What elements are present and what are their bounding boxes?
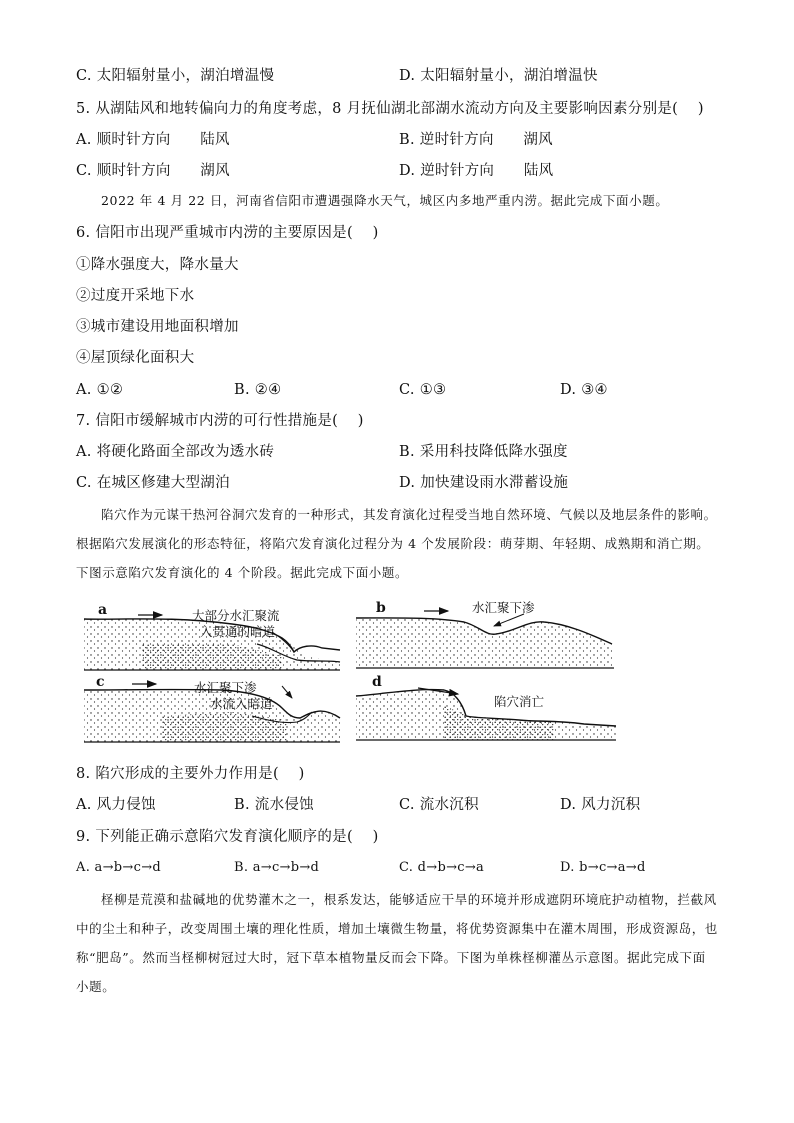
panel-a-label-1: 大部分水汇聚流 <box>192 608 280 623</box>
q4-option-d: D. 太阳辐射量小，湖泊增温快 <box>399 68 598 84</box>
panel-c-label-1: 水汇聚下渗 <box>194 680 257 695</box>
q7-option-a: A. 将硬化路面全部改为透水砖 <box>76 444 275 460</box>
panel-d-letter: d <box>372 674 382 690</box>
panel-b-letter: b <box>376 600 386 616</box>
q9-stem: 9. 下列能正确示意陷穴发育演化顺序的是( ) <box>76 829 379 845</box>
q6-option-d: D. ③④ <box>560 382 608 398</box>
q9-option-c: C. d→b→c→a <box>399 860 485 875</box>
q8-option-b: B. 流水侵蚀 <box>234 797 314 813</box>
q6-item-1: ①降水强度大，降水量大 <box>76 257 239 273</box>
q5-stem: 5. 从湖陆风和地转偏向力的角度考虑，8 月抚仙湖北部湖水流动方向及主要影响因素分别是( ) <box>76 101 704 117</box>
q9-option-d: D. b→c→a→d <box>560 860 646 875</box>
sinkhole-panel-d <box>354 676 618 746</box>
q6-item-2: ②过度开采地下水 <box>76 288 195 304</box>
q4-option-c: C. 太阳辐射量小，湖泊增温慢 <box>76 68 275 84</box>
sinkhole-panel-c <box>82 676 344 748</box>
q8-option-c: C. 流水沉积 <box>399 797 479 813</box>
q7-option-c: C. 在城区修建大型湖泊 <box>76 475 230 491</box>
q6-option-a: A. ①② <box>76 382 124 398</box>
q6-item-3: ③城市建设用地面积增加 <box>76 319 239 335</box>
q5-option-d: D. 逆时针方向 陆风 <box>399 163 554 179</box>
q7-stem: 7. 信阳市缓解城市内涝的可行性措施是( ) <box>76 413 364 429</box>
q6-option-c: C. ①③ <box>399 382 447 398</box>
intro-sinkhole: 陷穴作为元谋干热河谷洞穴发育的一种形式，其发育演化过程受当地自然环境、气候以及地层条件的影响。根据陷穴发展演化的形态特征，将陷穴发育演化过程分为 4 个发展阶段：萌芽期、年轻期、成熟期和消亡期。下图示意陷穴发育演化的 4 个阶段。据此完成下面小题。 <box>76 507 717 580</box>
q8-stem: 8. 陷穴形成的主要外力作用是( ) <box>76 766 305 782</box>
panel-b-label-1: 水汇聚下渗 <box>472 600 535 615</box>
q7-option-b: B. 采用科技降低降水强度 <box>399 444 568 460</box>
q8-option-a: A. 风力侵蚀 <box>76 797 156 813</box>
panel-c-letter: c <box>96 674 105 690</box>
q6-item-4: ④屋顶绿化面积大 <box>76 350 195 366</box>
q6-stem: 6. 信阳市出现严重城市内涝的主要原因是( ) <box>76 225 379 241</box>
q5-option-c: C. 顺时针方向 湖风 <box>76 163 230 179</box>
sinkhole-panel-b <box>354 600 618 674</box>
panel-a-letter: a <box>98 602 108 618</box>
q8-option-d: D. 风力沉积 <box>560 797 641 813</box>
q9-option-b: B. a→c→b→d <box>234 860 320 875</box>
sinkhole-panel-a <box>82 604 344 674</box>
panel-d-label-1: 陷穴消亡 <box>494 694 545 709</box>
intro-tamarisk: 柽柳是荒漠和盐碱地的优势灌木之一，根系发达，能够适应干旱的环境并形成遮阴环境庇护动植物，拦截风中的尘土和种子，改变周围土壤的理化性质，增加土壤微生物量，将优势资源集中在灌木周围，形成资源岛，也称“肥岛”。然而当柽柳树冠过大时，冠下草本植物量反而会下降。下图为单株柽柳灌丛示意图。据此完成下面小题。 <box>76 892 718 994</box>
panel-c-label-2: 水流入暗道 <box>210 696 273 711</box>
intro-xinyang: 2022 年 4 月 22 日，河南省信阳市遭遇强降水天气，城区内多地严重内涝。据此完成下面小题。 <box>101 193 669 208</box>
q7-option-d: D. 加快建设雨水滞蓄设施 <box>399 475 569 491</box>
q9-option-a: A. a→b→c→d <box>76 860 162 875</box>
panel-a-label-2: 入贯通的暗道 <box>200 624 276 639</box>
q5-option-a: A. 顺时针方向 陆风 <box>76 132 230 148</box>
q5-option-b: B. 逆时针方向 湖风 <box>399 132 553 148</box>
q6-option-b: B. ②④ <box>234 382 282 398</box>
